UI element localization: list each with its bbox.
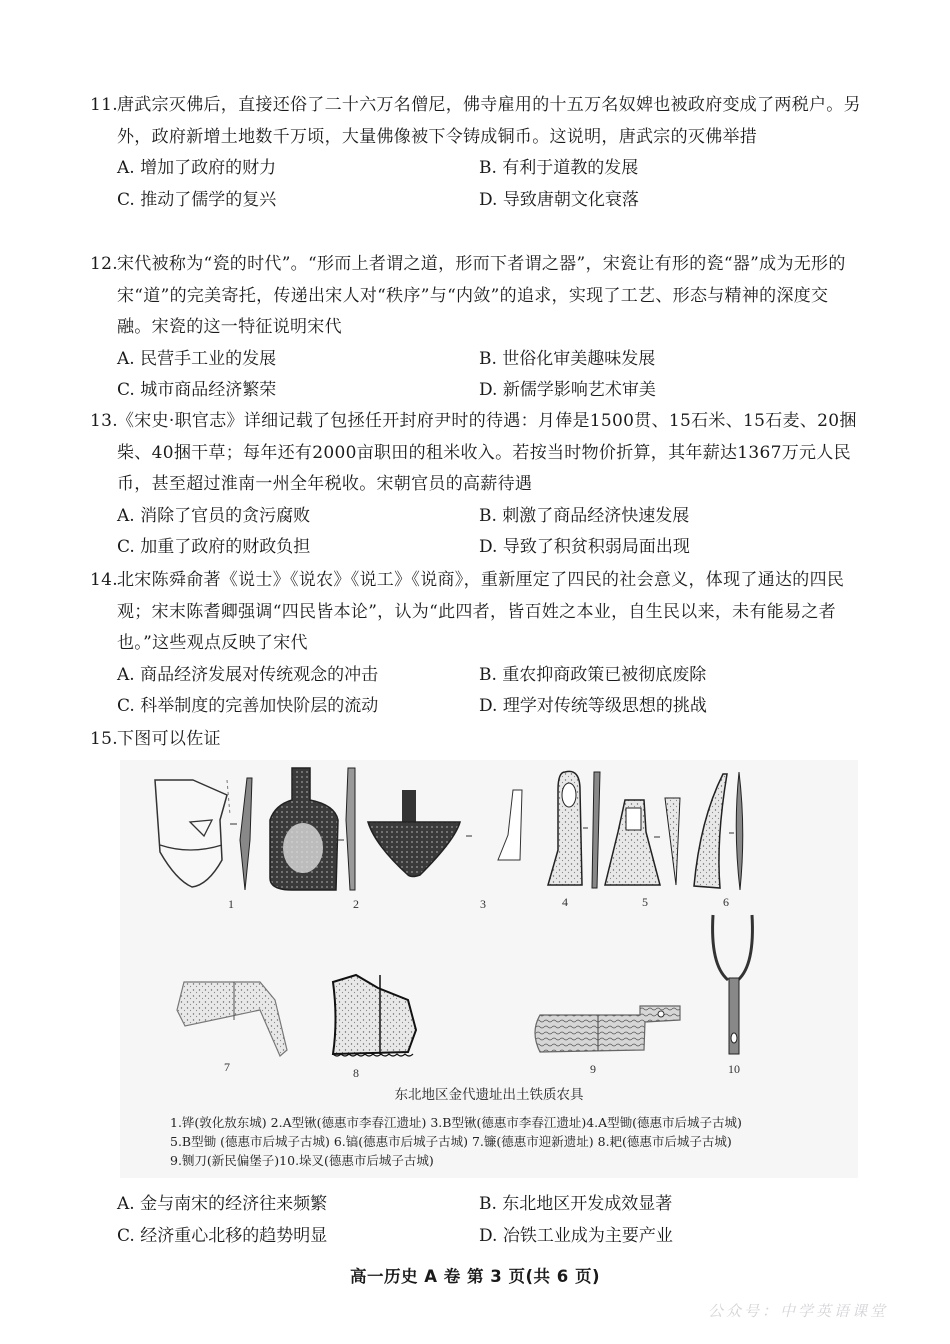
option-d[interactable]: D. 理学对传统等级思想的挑战 [479,696,707,716]
tool-label-4: 4 [562,895,568,909]
tool-9-chopper-icon [535,1006,680,1052]
option-a[interactable]: A. 消除了官员的贪污腐败 [117,505,311,526]
question-text: 《宋史·职官志》详细记载了包拯任开封府尹时的待遇：月俸是1500贯、15石米、15石麦、20捆柴、40捆干草；每年还有2000亩职田的租米收入。若按当时物价折算，其年薪达1367万元人民币，甚至超过淮南一州全年税收。宋朝官员的高薪待遇 [117,411,857,494]
tool-label-6: 6 [723,895,729,909]
tool-label-2: 2 [353,897,359,911]
question-number: 14. [90,570,118,590]
tool-7-sickle-icon [177,982,287,1056]
tool-6-pick-icon [694,772,743,890]
tool-label-9: 9 [590,1062,596,1076]
question-number: 12. [90,254,118,274]
option-b[interactable]: B. 重农抑商政策已被彻底废除 [479,664,707,685]
question-text: 北宋陈舜俞著《说士》《说农》《说工》《说商》，重新厘定了四民的社会意义，体现了通达的四民观；宋末陈耆卿强调“四民皆本论”，认为“此四者，皆百姓之本业，自生民以来，未有能易之者也。”这些观点反映了宋代 [117,570,845,653]
options [117,1189,862,1252]
figure-title: 东北地区金代遗址出土铁质农具 [394,1087,584,1103]
tool-label-8: 8 [353,1066,359,1080]
tool-2-spade-icon [270,768,355,890]
tool-4-hoe-icon [548,771,600,888]
question-number: 11. [90,95,118,115]
options [117,660,862,723]
question-stem [90,565,862,660]
question-12 [90,249,862,407]
option-c[interactable]: C. 科举制度的完善加快阶层的流动 [117,696,379,716]
question-stem [90,90,862,153]
option-d[interactable]: D. 新儒学影响艺术审美 [479,380,656,400]
tool-10-fork-icon [713,915,753,1054]
tools-illustration [120,760,858,1090]
option-b[interactable]: B. 世俗化审美趣味发展 [479,348,656,369]
option-d[interactable]: D. 冶铁工业成为主要产业 [479,1225,673,1246]
tool-label-1: 1 [228,897,234,911]
options [117,344,862,407]
page-footer: 高一历史 A 卷 第 3 页(共 6 页) [349,1267,601,1286]
option-c[interactable]: C. 经济重心北移的趋势明显 [117,1225,328,1246]
tool-8-rake-icon [333,975,416,1056]
caption-line: 1.铧(敦化敖东城) 2.A型锹(德惠市李春江遗址) 3.B型锹(德惠市李春江遗址)4.A型锄(德惠市后城子古城) [170,1115,742,1130]
question-number: 15. [90,729,118,749]
iron-tools-figure [120,760,858,1178]
question-13 [90,406,862,564]
option-a[interactable]: A. 金与南宋的经济往来频繁 [117,1194,328,1214]
tool-1-plowshare-icon [155,778,252,890]
option-c[interactable]: C. 加重了政府的财政负担 [117,537,311,557]
option-b[interactable]: B. 有利于道教的发展 [479,158,639,178]
option-d[interactable]: D. 导致了积贫积弱局面出现 [479,537,690,557]
option-c[interactable]: C. 城市商品经济繁荣 [117,380,277,400]
tool-label-3: 3 [480,897,486,911]
question-stem [90,249,862,344]
question-15-options [90,1189,862,1252]
question-text: 唐武宗灭佛后，直接还俗了二十六万名僧尼，佛寺雇用的十五万名奴婢也被政府变成了两税户。另外，政府新增土地数千万顷，大量佛像被下令铸成铜币。这说明，唐武宗的灭佛举措 [117,95,861,147]
option-b[interactable]: B. 东北地区开发成效显著 [479,1194,673,1214]
question-stem [90,406,862,501]
watermark: 公众号：中学英语课堂 [708,1302,889,1320]
options [117,153,862,216]
question-14 [90,565,862,723]
question-11 [90,90,862,216]
caption-line: 9.铡刀(新民偏堡子)10.垛叉(德惠市后城子古城) [170,1153,434,1168]
option-b[interactable]: B. 刺激了商品经济快速发展 [479,505,690,526]
question-number: 13. [90,411,118,431]
option-d[interactable]: D. 导致唐朝文化衰落 [479,189,639,210]
question-15 [90,724,862,756]
question-stem [90,724,862,756]
caption-line: 5.B型锄 (德惠市后城子古城) 6.镐(德惠市后城子古城) 7.镰(德惠市迎新遗址) 8.耙(德惠市后城子古城) [170,1134,732,1149]
option-a[interactable]: A. 民营手工业的发展 [117,348,277,369]
question-text: 下图可以佐证 [117,729,221,749]
question-text: 宋代被称为“瓷的时代”。“形而上者谓之道，形而下者谓之器”，宋瓷让有形的瓷“器”成为无形的宋“道”的完美寄托，传递出宋人对“秩序”与“内敛”的追求，实现了工艺、形态与精神的深度交融。宋瓷的这一特征说明宋代 [117,254,846,337]
option-c[interactable]: C. 推动了儒学的复兴 [117,189,277,210]
tool-label-10: 10 [728,1062,740,1076]
tool-3-spade-icon [368,790,522,877]
tool-label-5: 5 [642,895,648,909]
tool-label-7: 7 [224,1060,230,1074]
figure-caption [170,1113,860,1170]
option-a[interactable]: A. 商品经济发展对传统观念的冲击 [117,664,379,685]
tool-5-hoe-icon [605,798,680,885]
option-a[interactable]: A. 增加了政府的财力 [117,158,277,178]
options [117,501,862,564]
